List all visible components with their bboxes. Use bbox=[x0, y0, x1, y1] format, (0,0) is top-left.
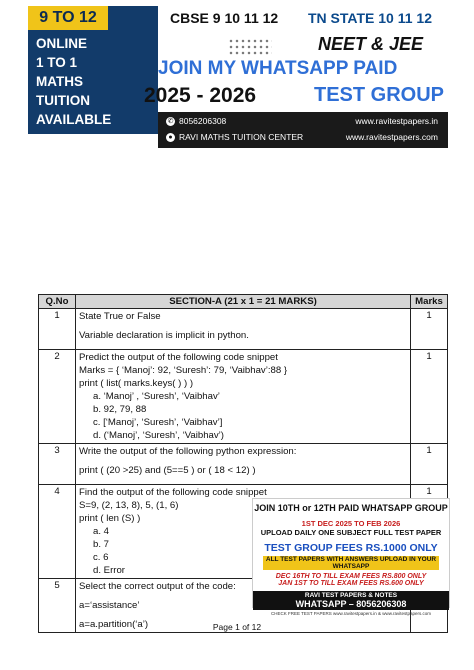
website-2[interactable]: www.ravitestpapers.com bbox=[345, 132, 438, 142]
grade-badge: 9 TO 12 bbox=[28, 6, 108, 30]
promo-dec-fees: DEC 16TH TO TILL EXAM FEES RS.800 ONLY bbox=[275, 573, 427, 580]
table-row: 2 Predict the output of the following code snippet Marks = { ‘Manoj’: 92, ‘Suresh’: 79, ‘Vaibhav’:88 } print ( list( marks.keys( ) ) ) a. ‘Manoj’ , ‘Suresh’, ‘Vaibhav’ b. 92, 79, 88 c. [‘Manoj’, ‘Suresh’, ‘Vaibhav’] d. (‘Manoj’, ‘Suresh’, ‘Vaibhav’) 1 bbox=[39, 350, 448, 444]
advert-banner bbox=[28, 6, 448, 148]
tuition-ad-text: ONLINE 1 TO 1 MATHS TUITION AVAILABLE bbox=[36, 36, 112, 127]
table-row: 3 Write the output of the following python expression: print ( (20 >25) and (5==5 ) or ( 18 < 12) ) 1 bbox=[39, 444, 448, 485]
table-row: 4 Find the output of the following code snippet S=9, (2, 13, 8), 5, (1, 6) print ( len (S) ) a. 4 b. 7 c. 6 d. Error 1 bbox=[39, 485, 448, 579]
promo-websites: CHECK FREE TEST PAPERS www.ravitestpapers.in & www.ravitestpapers.com bbox=[270, 611, 432, 616]
question-text: State True or False Variable declaration is implicit in python. bbox=[76, 309, 411, 350]
neet-jee-label: NEET & JEE bbox=[318, 34, 424, 54]
phone-number: 8056206308 bbox=[179, 116, 227, 126]
page-number: Page 1 of 12 bbox=[212, 622, 262, 632]
promo-answers: ALL TEST PAPERS WITH ANSWERS UPLOAD IN YOUR WHATSAPP bbox=[263, 556, 439, 570]
promo-dates: 1ST DEC 2025 TO FEB 2026 bbox=[301, 519, 401, 528]
promo-whatsapp: WHATSAPP – 8056206308 bbox=[295, 599, 407, 609]
whatsapp-group-promo bbox=[252, 498, 450, 616]
option: d. Error bbox=[93, 565, 125, 576]
option: c. [‘Manoj’, ‘Suresh’, ‘Vaibhav’] bbox=[93, 417, 223, 428]
table-row: 5 Select the correct output of the code: a=‘assistance’ a=a.partition(‘a’) bbox=[39, 579, 448, 633]
option: b. 7 bbox=[93, 539, 110, 550]
tuition-ad bbox=[28, 6, 158, 134]
table-header-row bbox=[39, 295, 448, 309]
cbse-label: CBSE 9 10 11 12 bbox=[170, 10, 279, 26]
location-icon: ● bbox=[166, 133, 175, 142]
question-text: Find the output of the following code snippet S=9, (2, 13, 8), 5, (1, 6) print ( len (S) ) a. 4 b. 7 c. 6 d. Error bbox=[76, 485, 411, 579]
promo-fees: TEST GROUP FEES RS.1000 ONLY bbox=[264, 542, 438, 554]
question-text: Predict the output of the following code snippet Marks = { ‘Manoj’: 92, ‘Suresh’: 79, ‘Vaibhav’:88 } print ( list( marks.keys( ) ) ) a. ‘Manoj’ , ‘Suresh’, ‘Vaibhav’ b. 92, 79, 88 c. [‘Manoj’, ‘Suresh’, ‘Vaibhav’] d. (‘Manoj’, ‘Suresh’, ‘Vaibhav’) bbox=[76, 350, 411, 444]
promo-jan-fees: JAN 1ST TO TILL EXAM FEES RS.600 ONLY bbox=[278, 580, 424, 587]
option: d. (‘Manoj’, ‘Suresh’, ‘Vaibhav’) bbox=[93, 430, 224, 441]
tn-state-label: TN STATE 10 11 12 bbox=[308, 10, 432, 26]
contact-strip bbox=[158, 112, 448, 148]
dot-pattern bbox=[228, 38, 272, 56]
table-row: 1 State True or False Variable declaration is implicit in python. 1 bbox=[39, 309, 448, 350]
header-qno: Q.No bbox=[39, 295, 76, 309]
header-marks: Marks bbox=[411, 295, 448, 309]
option: c. 6 bbox=[93, 552, 109, 563]
question-text: Select the correct output of the code: a=‘assistance’ a=a.partition(‘a’) bbox=[76, 579, 411, 633]
option: a. ‘Manoj’ , ‘Suresh’, ‘Vaibhav’ bbox=[93, 391, 220, 402]
header-section: SECTION-A (21 x 1 = 21 MARKS) bbox=[76, 295, 411, 309]
phone-icon: ✆ bbox=[167, 118, 174, 126]
test-group-label: TEST GROUP bbox=[314, 84, 445, 106]
join-whatsapp-heading: JOIN MY WHATSAPP PAID bbox=[158, 58, 398, 79]
option: b. 92, 79, 88 bbox=[93, 404, 147, 415]
promo-upload: UPLOAD DAILY ONE SUBJECT FULL TEST PAPER bbox=[260, 528, 442, 537]
option: a. 4 bbox=[93, 526, 110, 537]
promo-heading: JOIN 10TH or 12TH PAID WHATSAPP GROUP bbox=[254, 503, 448, 513]
promo-contact-bar: RAVI TEST PAPERS & NOTES WHATSAPP – 8056206308 bbox=[253, 591, 449, 610]
website-1[interactable]: www.ravitestpapers.in bbox=[355, 116, 438, 126]
year-label: 2025 - 2026 bbox=[144, 84, 257, 107]
center-name: RAVI MATHS TUITION CENTER bbox=[179, 132, 304, 142]
question-text: Write the output of the following python expression: print ( (20 >25) and (5==5 ) or ( 18 < 12) ) bbox=[76, 444, 411, 485]
whatsapp-ad bbox=[144, 6, 448, 112]
